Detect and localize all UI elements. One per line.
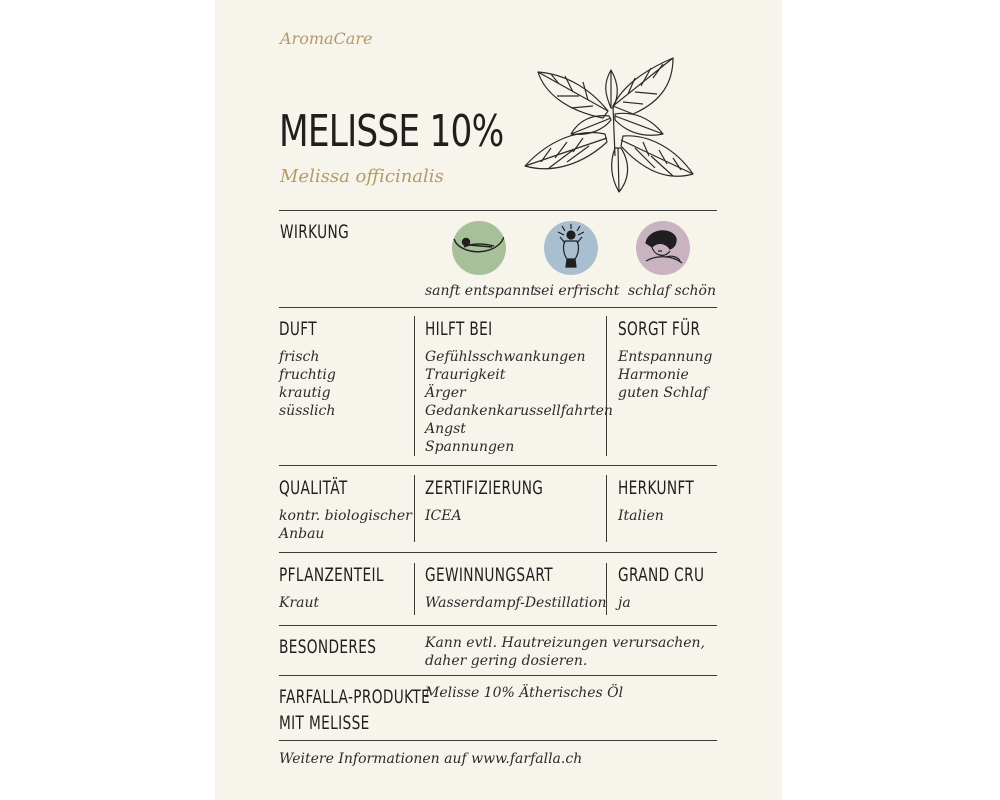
divider	[279, 625, 717, 626]
duft-values: frisch fruchtig krautig süsslich	[279, 349, 336, 419]
divider	[279, 675, 717, 676]
refreshed-person-icon	[544, 221, 598, 275]
melissa-leaf-icon	[523, 56, 698, 196]
zertifizierung-values: ICEA	[425, 508, 462, 524]
brand-name: AromaCare	[280, 29, 373, 48]
column-divider	[606, 475, 607, 542]
product-title: MELISSE 10%	[279, 106, 504, 157]
herkunft-label: HERKUNFT	[618, 477, 695, 499]
gewinnungsart-label: GEWINNUNGSART	[425, 564, 553, 586]
hammock-icon	[452, 221, 506, 275]
divider	[279, 210, 717, 211]
pflanzenteil-label: PFLANZENTEIL	[279, 564, 384, 586]
grand-cru-label: GRAND CRU	[618, 564, 705, 586]
hilft-bei-label: HILFT BEI	[425, 318, 493, 340]
divider	[279, 552, 717, 553]
besonderes-values: Kann evtl. Hautreizungen verursachen, daher gering dosieren.	[425, 635, 705, 669]
qualitaet-values: kontr. biologischer Anbau	[279, 508, 412, 542]
wirkung-caption: sei erfrischt	[534, 283, 620, 299]
wirkung-label: WIRKUNG	[280, 221, 350, 243]
pflanzenteil-values: Kraut	[279, 595, 320, 611]
zertifizierung-label: ZERTIFIZIERUNG	[425, 477, 544, 499]
herkunft-values: Italien	[618, 508, 664, 524]
footer-info: Weitere Informationen auf www.farfalla.ch	[279, 751, 583, 767]
product-card	[215, 0, 782, 800]
divider	[279, 465, 717, 466]
wirkung-caption: schlaf schön	[628, 283, 716, 299]
sorgt-fuer-label: SORGT FÜR	[618, 318, 701, 340]
column-divider	[414, 316, 415, 456]
gewinnungsart-values: Wasserdampf-Destillation	[425, 595, 607, 611]
sleeping-woman-icon	[636, 221, 690, 275]
column-divider	[414, 563, 415, 615]
sorgt-fuer-values: Entspannung Harmonie guten Schlaf	[618, 349, 713, 401]
duft-label: DUFT	[279, 318, 317, 340]
column-divider	[414, 475, 415, 542]
grand-cru-values: ja	[618, 595, 631, 611]
qualitaet-label: QUALITÄT	[279, 477, 348, 499]
wirkung-caption: sanft entspannt	[425, 283, 536, 299]
produkte-values: Melisse 10% Ätherisches Öl	[425, 685, 624, 701]
divider	[279, 740, 717, 741]
hilft-bei-values: Gefühlsschwankungen Traurigkeit Ärger Gedankenkarussellfahrten Angst Spannungen	[425, 349, 613, 455]
latin-name: Melissa officinalis	[280, 166, 444, 187]
divider	[279, 307, 717, 308]
produkte-label: FARFALLA-PRODUKTE MIT MELISSE	[279, 686, 431, 734]
besonderes-label: BESONDERES	[279, 636, 377, 658]
